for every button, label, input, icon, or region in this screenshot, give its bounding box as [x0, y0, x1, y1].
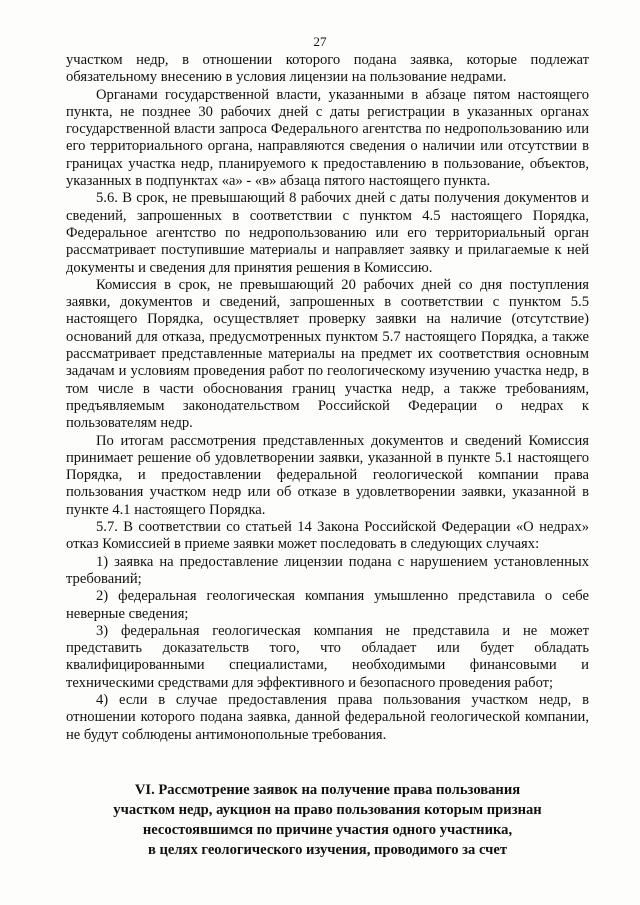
- paragraph-continuation: участком недр, в отношении которого подана заявка, которые подлежат обязательному внесению в условия лицензии на пользование недрами.: [66, 52, 589, 86]
- paragraph-commission-decision: По итогам рассмотрения представленных документов и сведений Комиссия принимает решение об удовлетворении заявки, указанной в пункте 5.1 настоящего Порядка, и предоставлении федеральной геологической компании права пользования участком недр или об отказе в удовлетворении заявки, указанной в пункте 4.1 настоящего Порядка.: [66, 432, 589, 518]
- paragraph-authorities-info: Органами государственной власти, указанными в абзаце пятом настоящего пункта, не позднее 30 рабочих дней с даты регистрации в указанных органах государственной власти запроса Федерального агентства по недропользованию или его территориального органа, направляются сведения о наличии или отсутствии в границах участка недр, планируемого к предоставлению в пользование, объектов, указанных в подпунктах «а» - «в» абзаца пятого настоящего пункта.: [66, 86, 589, 190]
- list-item-refusal-4: 4) если в случае предоставления права пользования участком недр, в отношении которого подана заявка, данной федеральной геологической компании, не будут соблюдены антимонопольные требования.: [66, 691, 589, 743]
- page-number: 27: [313, 34, 327, 49]
- section-heading: [66, 780, 589, 860]
- section-heading-line: участком недр, аукцион на право пользования которым признан: [113, 802, 542, 818]
- section-heading-line: VI. Рассмотрение заявок на получение права пользования: [134, 782, 521, 798]
- paragraph-commission-review: Комиссия в срок, не превышающий 20 рабочих дней со дня поступления заявки, документов и сведений, запрошенных в соответствии с пунктом 5.5 настоящего Порядка, осуществляет проверку заявки на наличие (отсутствие) оснований для отказа, предусмотренных пунктом 5.7 настоящего Порядка, а также рассматривает представленные материалы на предмет их соответствия основным задачам и условиям проведения работ по геологическому изучению участка недр, в том числе в части обоснования границ участка недр, а также требованиям, предъявляемым законодательством Российской Федерации о недрах к пользователям недр.: [66, 276, 589, 432]
- section-heading-line: в целях геологического изучения, проводимого за счет: [147, 842, 508, 858]
- document-body: [66, 52, 589, 744]
- paragraph-5-6: 5.6. В срок, не превышающий 8 рабочих дней с даты получения документов и сведений, запрошенных в соответствии с пунктом 4.5 настоящего Порядка, Федеральное агентство по недропользованию или его территориальный орган рассматривает поступившие материалы и направляет заявку и прилагаемые к ней документы и сведения для принятия решения в Комиссию.: [66, 190, 589, 276]
- section-heading-line: несостоявшимся по причине участия одного участника,: [142, 822, 513, 838]
- list-item-refusal-3: 3) федеральная геологическая компания не представила и не может представить доказательств того, что обладает или будет обладать квалифицированными специалистами, необходимыми финансовыми и техническими средствами для эффективного и безопасного проведения работ;: [66, 622, 589, 691]
- list-item-refusal-1: 1) заявка на предоставление лицензии подана с нарушением установленных требований;: [66, 553, 589, 587]
- list-item-refusal-2: 2) федеральная геологическая компания умышленно представила о себе неверные сведения;: [66, 588, 589, 622]
- paragraph-5-7: 5.7. В соответствии со статьей 14 Закона Российской Федерации «О недрах» отказ Комиссией в приеме заявки может последовать в следующих случаях:: [66, 519, 589, 553]
